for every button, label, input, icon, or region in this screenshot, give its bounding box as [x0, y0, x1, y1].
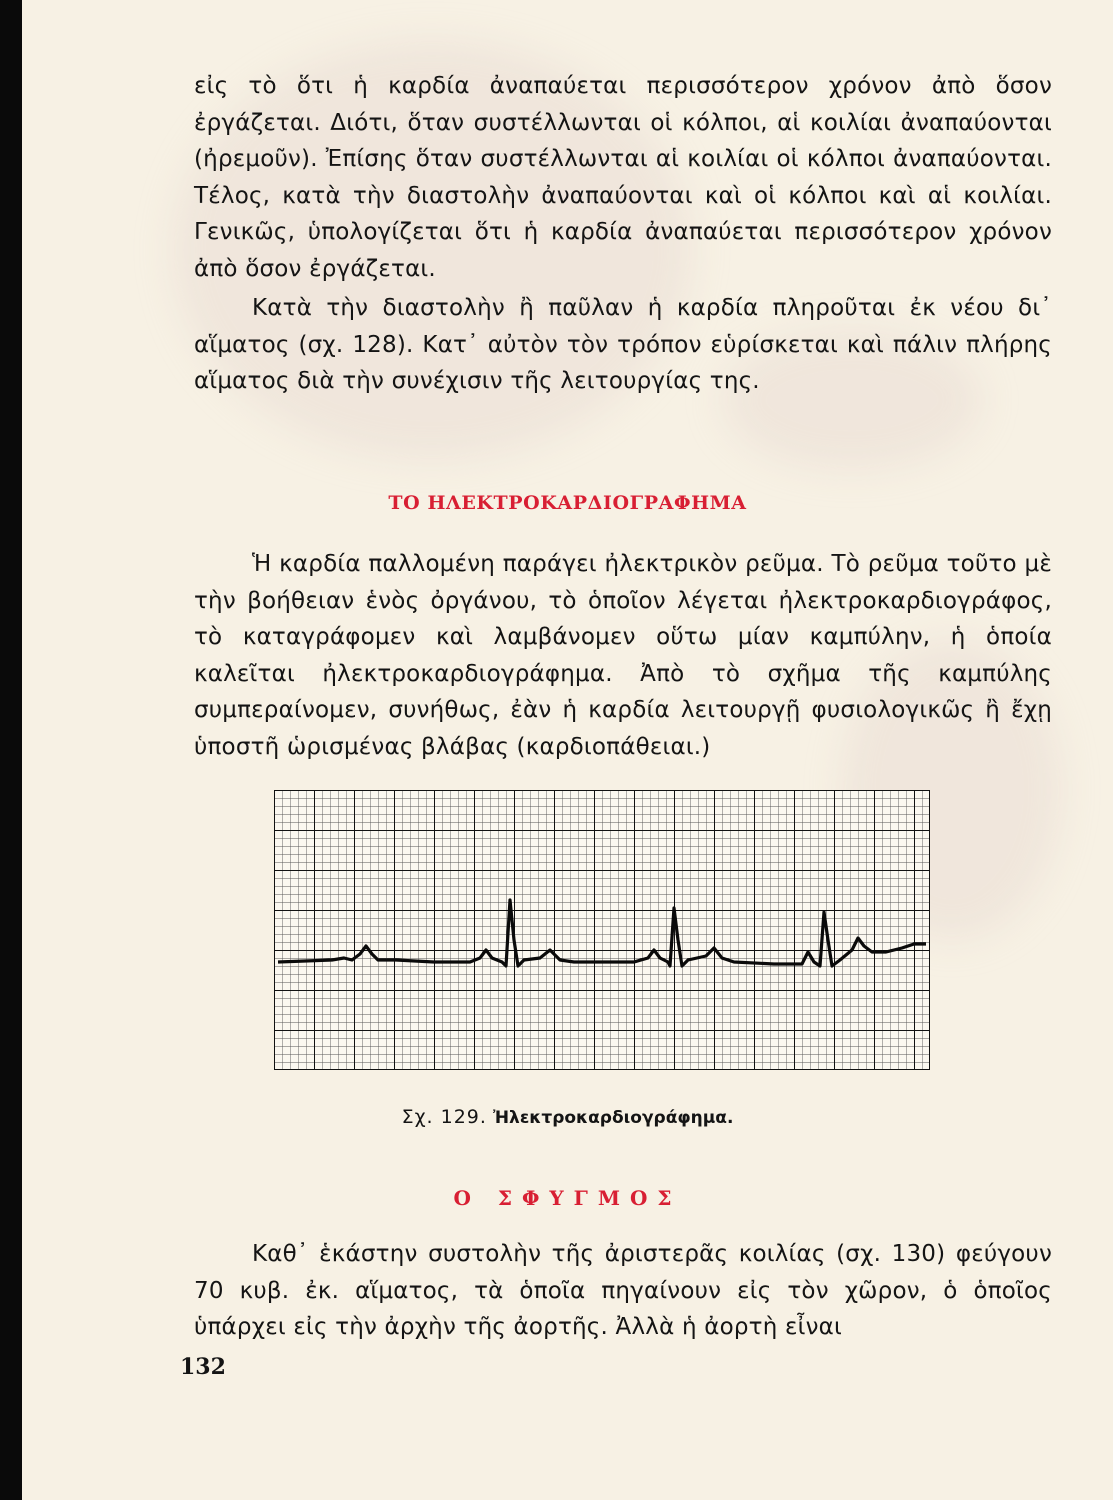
- paragraph-4-text: Καθ᾿ ἑκάστην συστολὴν τῆς ἀριστερᾶς κοιλίας (σχ. 130) φεύγουν 70 κυβ. ἐκ. αἵματος, τὰ ὁποῖα πηγαίνουν εἰς τὸν χῶρον, ὁ ὁποῖος ὑπάρχει εἰς τὴν ἀρχὴν τῆς ἀορτῆς. Ἀλλὰ ἡ ἀορτὴ εἶναι: [194, 1241, 1052, 1340]
- ecg-figure: [274, 790, 930, 1074]
- ecg-graph-paper: [274, 790, 930, 1070]
- paragraph-2: [194, 290, 1052, 400]
- figure-label: Σχ. 129.: [401, 1106, 487, 1128]
- paragraph-3-text: Ἡ καρδία παλλομένη παράγει ἠλεκτρικὸν ρεῦμα. Τὸ ρεῦμα τοῦτο μὲ τὴν βοήθειαν ἑνὸς ὀργάνου, τὸ ὁποῖον λέγεται ἠλεκτροκαρδιογράφος, τὸ καταγράφομεν καὶ λαμβάνομεν οὕτω μίαν καμπύλην, ἡ ὁποία καλεῖται ἠλεκτροκαρδιογράφημα. Ἀπὸ τὸ σχῆμα τῆς καμπύλης συμπεραίνομεν, συνήθως, ἐὰν ἡ καρδία λειτουργῇ φυσιολογικῶς ἢ ἔχῃ ὑποστῆ ὡρισμένας βλάβας (καρδιοπάθειαι.): [194, 551, 1052, 760]
- figure-caption: [22, 1106, 1113, 1128]
- paragraph-1: εἰς τὸ ὅτι ἡ καρδία ἀναπαύεται περισσότερον χρόνον ἀπὸ ὅσον ἐργάζεται. Διότι, ὅταν συστέλλωνται οἱ κόλποι, αἱ κοιλίαι ἀναπαύονται (ἠρεμοῦν). Ἐπίσης ὅταν συστέλλωνται αἱ κοιλίαι οἱ κόλποι ἀναπαύονται. Τέλος, κατὰ τὴν διαστολὴν ἀναπαύονται καὶ οἱ κόλποι καὶ αἱ κοιλίαι. Γενικῶς, ὑπολογίζεται ὅτι ἡ καρδία ἀναπαύεται περισσότερον χρόνον ἀπὸ ὅσον ἐργάζεται.: [194, 73, 1052, 282]
- paragraph-2-text: Κατὰ τὴν διαστολὴν ἢ παῦλαν ἡ καρδία πληροῦται ἐκ νέου δι᾿ αἵματος (σχ. 128). Κατ᾿ αὐτὸν τὸν τρόπον εὑρίσκεται καὶ πάλιν πλήρης αἵματος διὰ τὴν συνέχισιν τῆς λειτουργίας της.: [194, 295, 1052, 394]
- book-page: [22, 0, 1113, 1500]
- section-heading-electrocardiogram: ΤΟ ΗΛΕΚΤΡΟΚΑΡΔΙΟΓΡΑΦΗΜΑ: [388, 492, 747, 514]
- page-number: 132: [180, 1354, 226, 1380]
- ecg-grid: [274, 790, 930, 1070]
- paragraph-3: [194, 546, 1052, 765]
- figure-title: Ἠλεκτροκαρδιογράφημα.: [492, 1108, 734, 1128]
- section-heading-pulse: Ο ΣΦΥΓΜΟΣ: [453, 1186, 682, 1210]
- paragraph-4: [194, 1236, 1052, 1346]
